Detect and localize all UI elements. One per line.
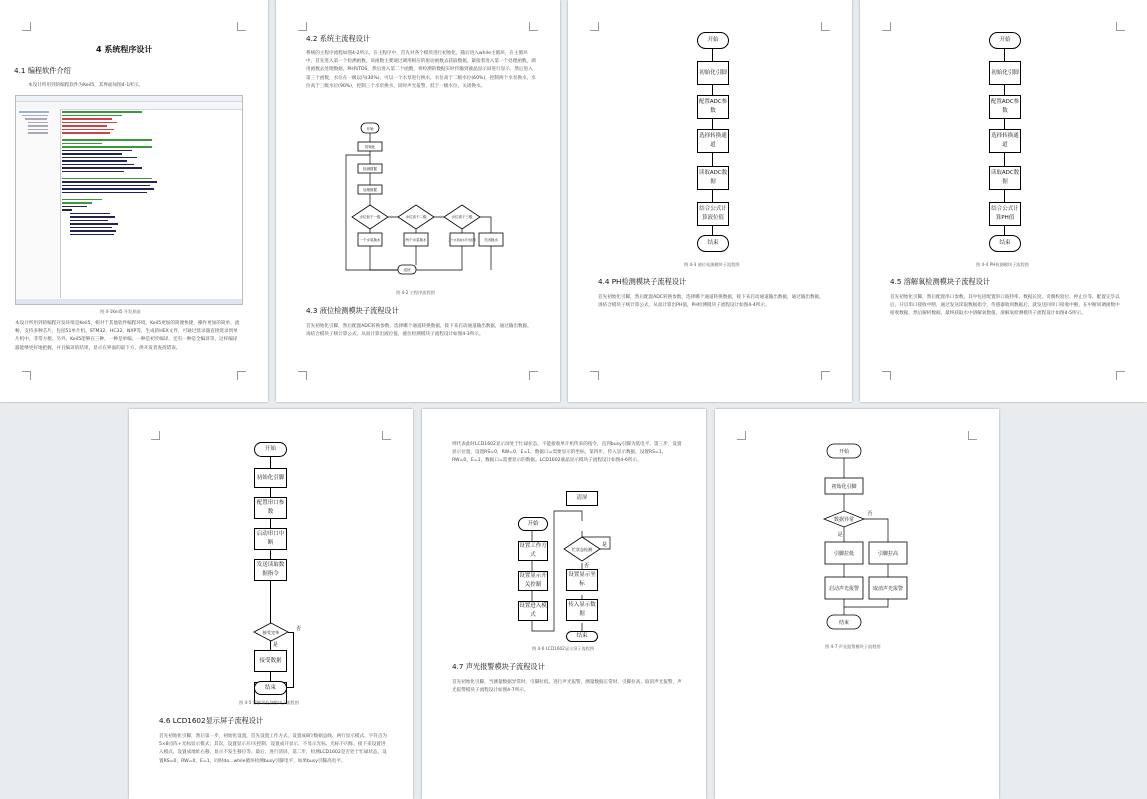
body-text: 首先初始化引脚，然后配置串口参数，其中包括配置串口波特率、数据长度、奇偶校验位、停止位等，配置完毕以后，开启串口接收中断，通过发送读取数据指令，传感器收到数据后，就发送回串口接收中断，在中断回调函数中接收数据，然后解析数据，最终获取水中溶解氧数值，溶解氧检测模块子流程设计如图4-5所示。 [890,295,1120,317]
flow-init-pins: 初始化引脚 [254,468,287,488]
crop-mark [1116,22,1125,31]
svg-text:结束: 结束 [838,620,850,626]
flow-enable-irq: 启动串口中断 [254,528,287,550]
svg-text:是: 是 [837,532,843,538]
flow-calc-ph: 结合公式计算PH值 [989,202,1021,226]
crop-mark [590,22,599,31]
body-text-2: 首先初始化引脚，然后配置ADC转换参数，选择哪个通道转换数据，接下来启动通道输出数据，通过输出数据，再结合模块子统计算公式，从而计算出液位值，液位检测模块子流程设计如图4-3所示。 [306,324,532,338]
section-title: 4.1 编程软件介绍 [14,66,71,75]
flow-config-uart: 配置串口参数 [254,497,287,519]
section-title: 4.6 LCD1602显示屏子流程设计 [159,716,264,725]
flow-config-adc: 配置ADC参数 [697,95,729,119]
document-page-6 [422,409,706,799]
flow-receive-data: 接受数据 [254,650,287,672]
flow-end: 结束 [566,631,598,642]
flow-set-display: 设置显示开关控制 [518,571,548,591]
body-text-top: 则代表此时LCD1602显示屏处于忙碌状态，不能接收单片机传来的指令，直到busy引脚为低电平。第三步，设置显示位置，设置RS=0，RW=0，E=1，数据口=需要显示的坐标，第四步，传入显示数据，设置RS=1，RW=0，E=1，数据口=需要显示的数据。LCD1602液晶显示模块子流程设计如图4-6所示。 [452,442,682,464]
crop-mark [529,371,538,380]
flow-start: 开始 [518,517,548,531]
svg-text:取消声光报警: 取消声光报警 [872,586,904,592]
crop-mark [737,431,746,440]
document-page-7 [715,409,999,799]
crop-mark [22,22,31,31]
flow-start: 开始 [697,32,729,49]
flow-init-pins: 初始化引脚 [697,61,729,85]
flow-write-data: 传入显示数据 [566,599,598,621]
crop-mark [1116,371,1125,380]
section-title-2: 4.3 液位检测模块子流程设计 [306,306,399,315]
flow-calc-level: 结合公式计算液位值 [697,202,729,226]
crop-mark [882,22,891,31]
figure-caption: 图 4-5 溶解氧检测模块子流程图 [239,700,299,705]
flow-end: 结束 [697,235,729,252]
screenshot-statusbar [16,299,242,304]
svg-text:初始化: 初始化 [364,145,376,149]
svg-text:数据异常: 数据异常 [833,517,855,523]
document-page-1 [0,0,268,402]
crop-mark [237,371,246,380]
flow-clear: 清屏 [566,491,598,506]
svg-text:检测数据: 检测数据 [363,167,377,171]
oxygen-flowchart [253,442,303,697]
crop-mark [821,371,830,380]
svg-text:返回: 返回 [403,268,411,272]
figure-caption: 图 4-6 LCD1602显示屏子流程图 [532,646,595,651]
crop-mark [151,431,160,440]
code-editor [62,109,242,298]
crop-mark [529,22,538,31]
crop-mark [298,371,307,380]
document-page-5 [129,409,413,799]
figure-caption: 图 4-4 PH检测模块子流程图 [976,262,1029,267]
crop-mark [968,431,977,440]
figure-caption: 图 4-3 液位检测模块子流程图 [684,262,740,267]
svg-text:初始化引脚: 初始化引脚 [831,484,857,490]
svg-text:引脚拉低: 引脚拉低 [833,551,855,557]
flow-end: 结束 [254,681,287,695]
crop-mark [821,22,830,31]
flow-start: 开始 [989,32,1021,49]
flow-label-yes: 是 [273,642,279,648]
flow-select-channel: 选择转换通道 [989,129,1021,153]
crop-mark [590,371,599,380]
figure-caption: 图 4-1Keil5 开发界面 [100,309,141,314]
body-text: 系统的主程序流程如图4-2所示。在主程序中，首先对各个模块进行初始化，随后进入while主循环，在主循环中，首先进入第一个检测函数，该函数主要通过调用相应的驱动函数去获取数据，紧接着进入第一个处理函数，调用函数去处理数据，PH和TDS，然后进入第二个函数，将检测的数据实时传输到液晶显示屏进行显示，然后进入第三个函数，水位在一级以内(30%)，可以一个水泵进行换水，水位高于二级水位(60%)，控制两个水泵换水，水位高于三级水位(90%)，控制三个水泵换水，同时声光报警，低于一级水位，关闭换水。 [306,51,536,89]
svg-text:水位低于一级: 水位低于一级 [359,215,381,219]
flow-set-mode: 设置工作方式 [518,541,548,561]
flow-label-no: 否 [296,626,302,632]
document-page-4 [860,0,1147,402]
document-page-2 [276,0,560,402]
flow-read-adc: 读取ADC数据 [697,166,729,190]
flow-set-position: 设置显示坐标 [566,569,598,591]
svg-text:启动声光报警: 启动声光报警 [828,586,860,592]
section-title: 4.7 声光报警模块子流程设计 [452,662,545,671]
project-tree [16,109,61,298]
figure-caption: 图 4-2 主程序流程图 [396,290,435,295]
svg-text:三个水泵换水声光报警: 三个水泵换水声光报警 [448,238,476,242]
section-title: 4.5 溶解氧检测模块子流程设计 [890,277,990,286]
keil-screenshot [15,95,243,305]
svg-text:一个水泵换水: 一个水泵换水 [359,238,381,242]
flow-end: 结束 [989,235,1021,252]
crop-mark [298,22,307,31]
flow-start: 开始 [254,442,287,457]
svg-text:开始: 开始 [366,127,374,131]
body-text: 首先初始化引脚，然后配置ADC转换参数，选择哪个通道转换数据，接下来启动通道输出数据，通过输出数据，再结合模块子统计算公式，从而计算出PH值，PH检测模块子流程设计如图4-4所示。 [598,295,824,309]
main-flowchart [336,120,506,285]
alarm-flowchart [810,442,920,642]
section-title: 4.2 系统主流程设计 [306,34,371,43]
svg-text:关闭换水: 关闭换水 [484,238,498,242]
level-flowchart [697,32,729,257]
section-title: 4.4 PH检测模块子流程设计 [598,277,687,286]
crop-mark [237,22,246,31]
flow-label-yes: 是 [602,542,608,548]
chapter-title: 4 系统程序设计 [96,45,153,54]
lcd-flowchart [512,491,617,641]
flow-set-entry: 设置进入模式 [518,601,548,621]
flow-send-command: 发送读取数据指令 [254,559,287,581]
crop-mark [882,371,891,380]
svg-text:忙状态检测: 忙状态检测 [572,547,592,552]
body-text: 首先初始化引脚，当测量数据异常时，引脚拉低，进行声光报警，测量数据正常时，引脚拉高，取消声光报警，声光报警模块子流程设计如图4-7所示。 [452,680,682,694]
crop-mark [382,431,391,440]
svg-text:否: 否 [867,511,873,517]
body-text: 首先初始化引脚，然后第一步，初始化设置，首先设置工作方式，设置成8位数据总线、两行显示模式、字符点为5×8点阵+光标显示模式；其次，设置显示开/关控制，设置成开显示，不显示光标、光标不闪烁，接下来设置进入模式，设置成地址右移，显示不发生移位等。最后，进行清屏，第二步，检测LCD1602是否处于忙碌状态，设置RS=0，RW=0，E=1，同时do...while循环检测busy引脚电平，如果busy引脚高电平。 [159,734,388,764]
flow-label-no: 否 [584,563,590,569]
flow-select-channel: 选择转换通道 [697,129,729,153]
figure-caption: 图 4-7 声光报警模块子流程图 [825,644,881,649]
svg-text:开始: 开始 [838,449,850,455]
flow-config-adc: 配置ADC参数 [989,95,1021,119]
document-page-3 [568,0,852,402]
svg-text:引脚拉高: 引脚拉高 [877,551,899,557]
flow-decision-receive [253,622,289,642]
svg-text:处理数据: 处理数据 [363,188,377,192]
svg-text:接受完毕: 接受完毕 [262,630,280,635]
intro-text: 本设计所用到的编程软件为Keil5，其界面如图4-1所示。 [28,83,144,88]
flow-init-pins: 初始化引脚 [989,61,1021,85]
ph-flowchart [989,32,1021,257]
svg-text:两个水泵换水: 两个水泵换水 [405,238,427,242]
body-text: 本设计所用到的编程开发环境是Keil5，相对于其他软件编程环境，Keil5更加的简便快捷，操作更加的简单、流畅，支持多种芯片，包括51单片机、STM32、HC32、NXP等，生成的HEX文件，可通过烧录器直接烧录到单片机中，非常方便。另外，Keil5能够在三种，一种是单编，一种是初步编译，还有一种是全编译等，这样编译器能够更好地把握，并且编译的结果，显示在界面的最下方，供开发者查找错误。 [15,321,240,351]
svg-text:水位高于三级: 水位高于三级 [451,215,473,219]
svg-text:水位高于二级: 水位高于二级 [405,215,427,219]
crop-mark [22,371,31,380]
flow-read-adc: 读取ADC数据 [989,166,1021,190]
